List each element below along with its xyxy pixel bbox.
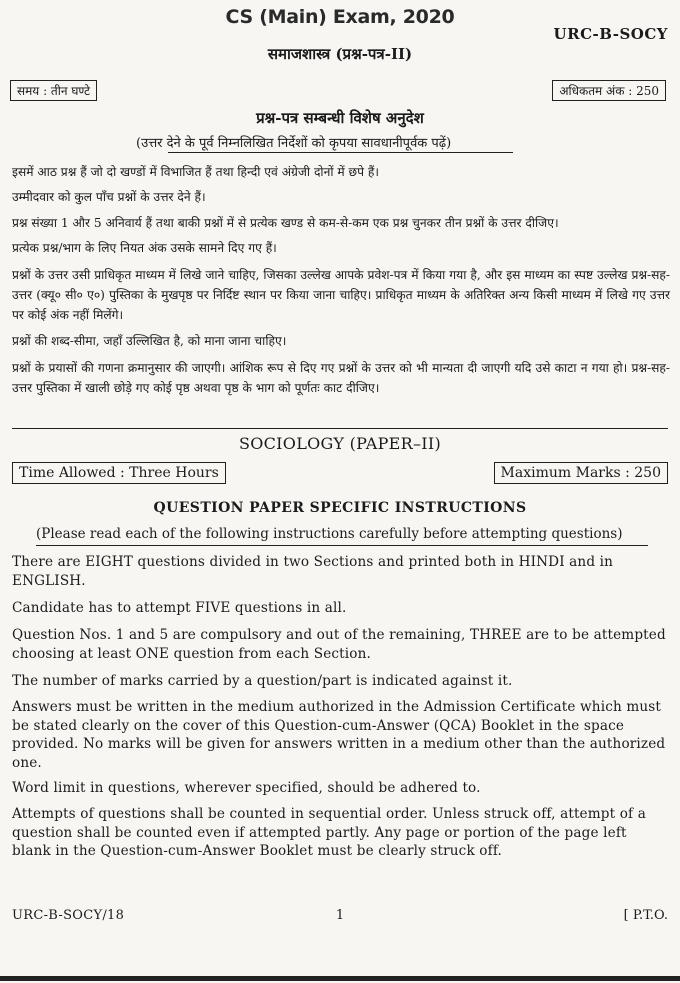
english-instruction-4: The number of marks carried by a question/part is indicated against it. [12, 673, 513, 689]
hindi-subject-title: समाजशास्त्र (प्रश्न-पत्र-II) [267, 45, 413, 63]
english-time-allowed-box: Time Allowed : Three Hours [12, 462, 226, 484]
english-instruction-6: Word limit in questions, wherever specified, should be adhered to. [12, 780, 481, 796]
hindi-instructions-subheading: (उत्तर देने के पूर्व निम्नलिखित निर्देशों को कृपया सावधानीपूर्वक पढ़ें) [136, 136, 452, 151]
hindi-instruction-2: उम्मीदवार को कुल पाँच प्रश्नों के उत्तर देने हैं। [12, 190, 206, 204]
hindi-instruction-6: प्रश्नों की शब्द-सीमा, जहाँ उल्लिखित है, को माना जाना चाहिए। [12, 334, 287, 348]
english-instruction-1: There are EIGHT questions divided in two Sections and printed both in HINDI and in ENGLISH. [12, 554, 614, 589]
exam-title: CS (Main) Exam, 2020 [225, 6, 455, 28]
bottom-edge-bar [0, 976, 680, 981]
section-divider [12, 428, 668, 429]
hindi-instruction-7: प्रश्नों के प्रयासों की गणना क्रमानुसार की जाएगी। आंशिक रूप से दिए गए प्रश्नों के उत्तर को भी मान्यता दी जाएगी यदि उसे काटा न गया हो। प्रश्न-सह-उत्तर पुस्तिका में खाली छोड़े गए कोई पृष्ठ अथवा पृष्ठ के भाग को पूर्णतः काट दीजिए। [12, 361, 670, 395]
english-paper-title: SOCIOLOGY (PAPER–II) [238, 434, 442, 453]
footer-pto: [ P.T.O. [623, 908, 668, 923]
hindi-subheading-underline [168, 152, 513, 153]
english-instruction-3: Question Nos. 1 and 5 are compulsory and out of the remaining, THREE are to be attempted choosing at least ONE question from each Section. [12, 627, 666, 662]
english-instruction-5: Answers must be written in the medium authorized in the Admission Certificate which must be stated clearly on the cover of this Question-cum-Answer (QCA) Booklet in the space provided. No marks will be given for answers written in a medium other than the authorized one. [12, 699, 666, 771]
english-max-marks-box: Maximum Marks : 250 [494, 462, 668, 484]
english-instructions-subheading: (Please read each of the following instructions carefully before attempting questions) [36, 526, 623, 542]
english-instructions-heading: QUESTION PAPER SPECIFIC INSTRUCTIONS [153, 500, 527, 516]
english-subheading-underline [36, 545, 648, 546]
english-instruction-7: Attempts of questions shall be counted in sequential order. Unless struck off, attempt of a question shall be counted even if attempted partly. Any page or portion of the page left blank in the Question-cum-Answer Booklet must be clearly struck off. [12, 806, 646, 859]
hindi-instruction-4: प्रत्येक प्रश्न/भाग के लिए नियत अंक उसके सामने दिए गए हैं। [12, 241, 277, 255]
hindi-max-marks-box: अधिकतम अंक : 250 [552, 80, 666, 101]
hindi-time-allowed-box: समय : तीन घण्टे [10, 80, 97, 101]
hindi-instruction-3: प्रश्न संख्या 1 और 5 अनिवार्य हैं तथा बाकी प्रश्नों में से प्रत्येक खण्ड से कम-से-कम एक प्रश्न चुनकर तीन प्रश्नों के उत्तर दीजिए। [12, 216, 559, 230]
hindi-instruction-5: प्रश्नों के उत्तर उसी प्राधिकृत माध्यम में लिखे जाने चाहिए, जिसका उल्लेख आपके प्रवेश-पत्र में किया गया है, और इस माध्यम का स्पष्ट उल्लेख प्रश्न-सह-उत्तर (क्यू० सी० ए०) पुस्तिका के मुखपृष्ठ पर निर्दिष्ट स्थान पर किया जाना चाहिए। प्राधिकृत माध्यम के अतिरिक्त अन्य किसी माध्यम में लिखे गए उत्तर पर कोई अंक नहीं मिलेंगे। [12, 268, 670, 322]
paper-code-top: URC-B-SOCY [553, 25, 668, 43]
footer-page-number: 1 [335, 908, 345, 923]
english-instruction-2: Candidate has to attempt FIVE questions in all. [12, 600, 347, 616]
hindi-instructions-heading: प्रश्न-पत्र सम्बन्धी विशेष अनुदेश [256, 109, 424, 127]
footer-paper-code: URC-B-SOCY/18 [12, 908, 125, 923]
hindi-instruction-1: इसमें आठ प्रश्न हैं जो दो खण्डों में विभाजित हैं तथा हिन्दी एवं अंग्रेजी दोनों में छपे हैं। [12, 165, 379, 179]
